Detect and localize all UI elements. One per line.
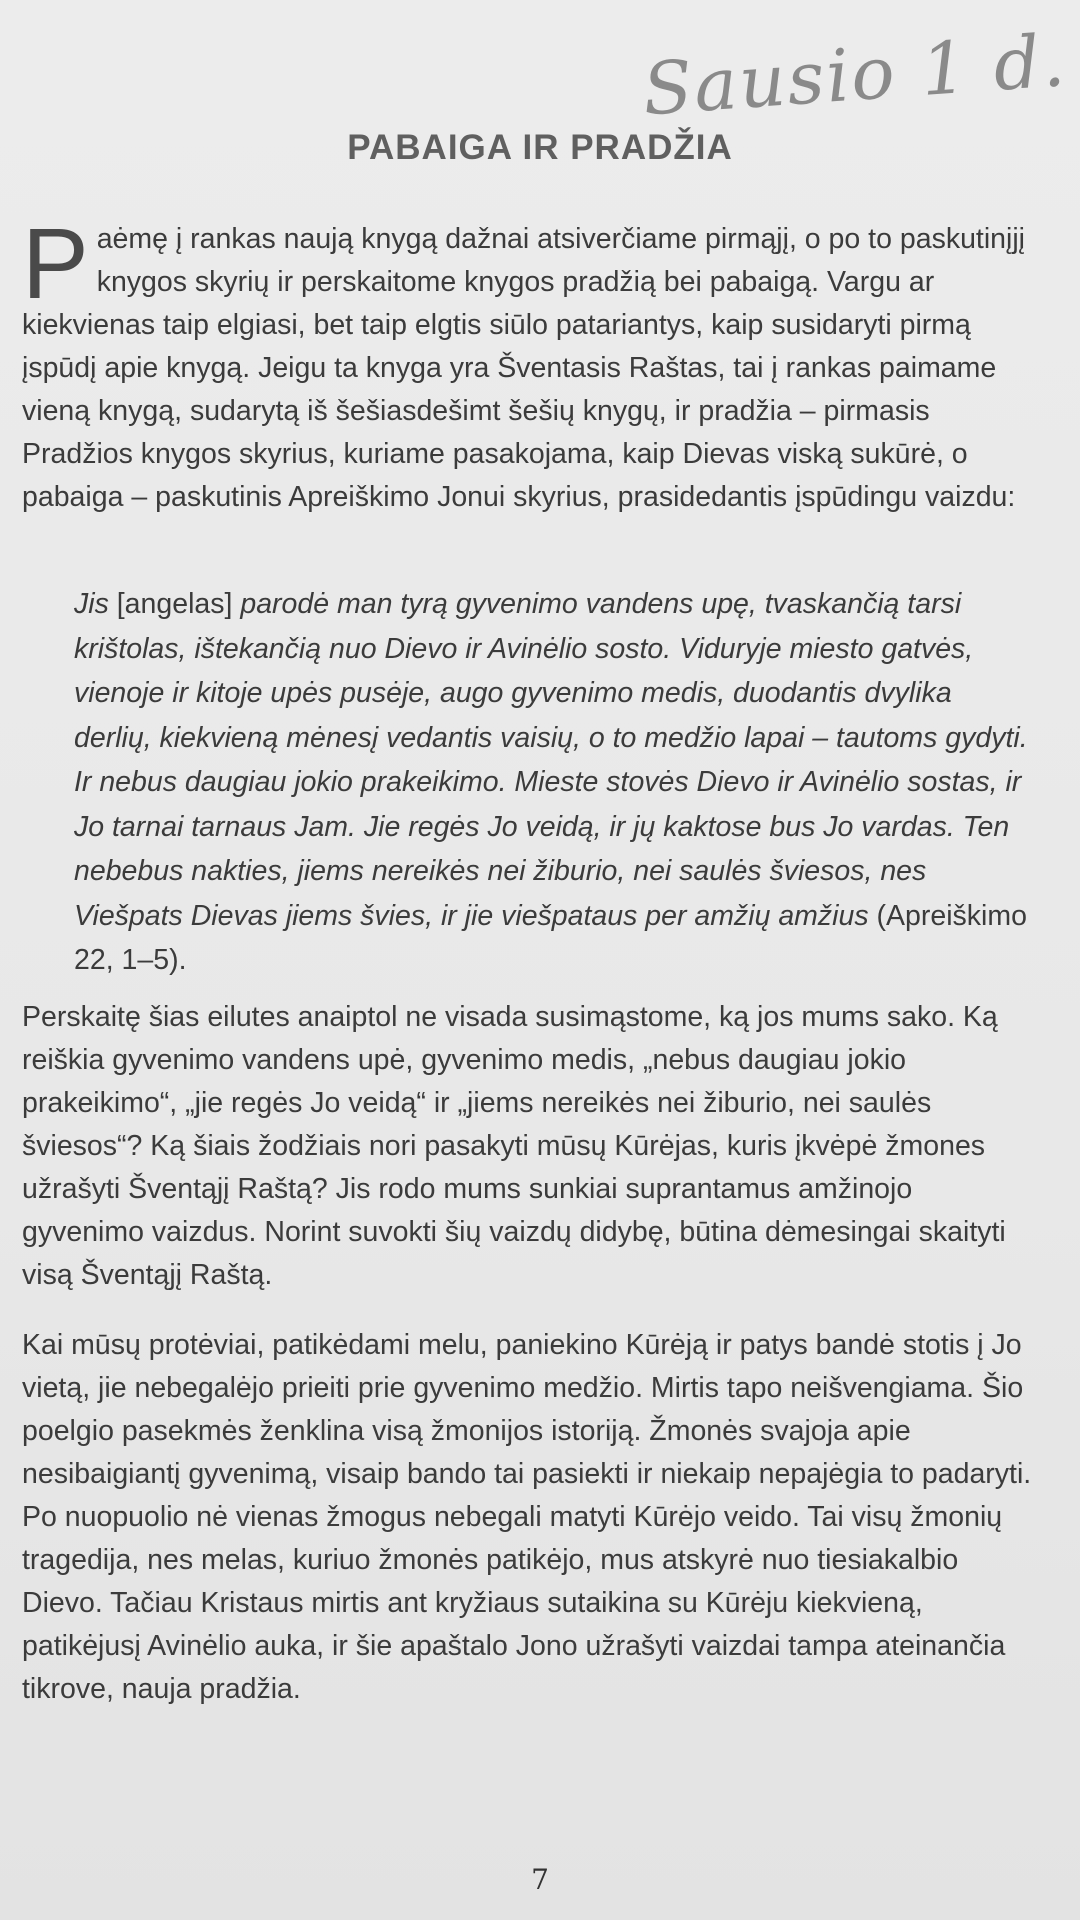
page-number: 7 — [531, 1863, 549, 1896]
paragraph-conclusion: Kai mūsų protėviai, patikėdami melu, paniekino Kūrėją ir patys bandė stotis į Jo vietą, jie nebegalėjo prieiti prie gyvenimo medžio. Mirtis tapo neišvengiama. Šio poelgio pasekmės ženklina visą žmonijos istoriją. Žmonės svajoja apie nesibaigiantį gyvenimą, visaip bando tai pasiekti ir niekaip nepajėgia to padaryti. Po nuopuolio nė vienas žmogus nebegali matyti Kūrėjo veido. Tai visų žmonių tragedija, nes melas, kuriuo žmonės patikėjo, mus atskyrė nuo tiesiakalbio Dievo. Tačiau Kristaus mirtis ant kryžiaus sutaikina su Kūrėju kiekvieną, patikėjusį Avinėlio auka, ir šie apaštalo Jono užrašyti vaizdai tampa ateinančia tikrove, nauja pradžia. — [22, 1329, 1032, 1705]
quote-text: parodė man tyrą gyvenimo vandens upę, tvaskančią tarsi krištolas, ištekančią nuo Dievo ir Avinėlio sosto. Viduryje miesto gatvės, vienoje ir kitoje upės pusėje, augo gyvenimo medis, duodantis dvylika derlių, kiekvieną mėnesį vedantis vaisių, o to medžio lapai – tautoms gydyti. Ir nebus daugiau jokio prakeikimo. Mieste stovės Dievo ir Avinėlio sostas, ir Jo tarnai tarnaus Jam. Jie regės Jo veidą, ir jų kaktose bus Jo vardas. Ten nebebus nakties, jiems nereikės nei žiburio, nei saulės šviesos, nes Viešpats Dievas jiems švies, ir jie viešpataus per amžių amžius — [74, 588, 1028, 932]
drop-cap: P — [22, 208, 89, 320]
scripture-quote — [74, 582, 1034, 983]
quote-reference: (Apreiškimo 22, 1–5). — [74, 899, 1027, 976]
quote-bracket: [angelas] — [116, 588, 233, 620]
paragraph-intro — [22, 208, 1042, 519]
quote-lead: Jis — [74, 588, 117, 620]
paragraph-reflection: Perskaitę šias eilutes anaiptol ne visada susimąstome, ką jos mums sako. Ką reiškia gyvenimo vandens upė, gyvenimo medis, „nebus daugiau jokio prakeikimo“, „jie regės Jo veidą“ ir „jiems nereikės nei žiburio, nei saulės šviesos“? Ką šiais žodžiais nori pasakyti mūsų Kūrėjas, kuris įkvėpė žmones užrašyti Šventąjį Raštą? Jis rodo mums sunkiai suprantamus amžinojo gyvenimo vaizdus. Norint suvokti šių vaizdų didybę, būtina dėmesingai skaityti visą Šventąjį Raštą. — [22, 1001, 1006, 1291]
page-title: PABAIGA IR PRADŽIA — [347, 128, 733, 167]
paragraph-intro-text: aėmę į rankas naują knygą dažnai atsiverčiame pirmąjį, o po to paskutinįjį knygos skyrių ir perskaitome knygos pradžią bei pabaigą. Vargu ar kiekvienas taip elgiasi, bet taip elgtis siūlo patariantys, kaip susidaryti pirmą įspūdį apie knygą. Jeigu ta knyga yra Šventasis Raštas, tai į rankas paimame vieną knygą, sudarytą iš šešiasdešimt šešių knygų, ir pradžia – pirmasis Pradžios knygos skyrius, kuriame pasakojama, kaip Dievas viską sukūrė, o pabaiga – paskutinis Apreiškimo Jonui skyrius, prasidedantis įspūdingu vaizdu: — [22, 223, 1026, 513]
date-stamp: Sausio 1 d. — [640, 18, 1070, 132]
